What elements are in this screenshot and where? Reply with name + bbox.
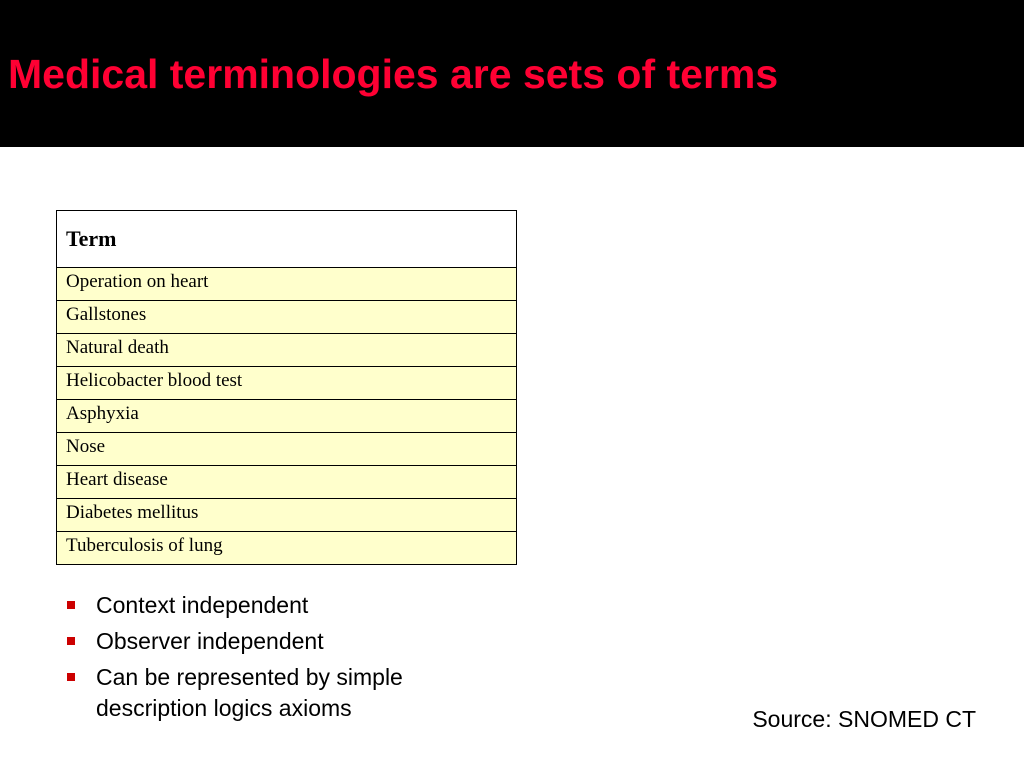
bullet-text: Can be represented by simple description logics axioms — [96, 664, 403, 721]
table-row — [57, 433, 517, 466]
terms-table — [56, 210, 517, 565]
bullet-text: Context independent — [96, 592, 309, 618]
term-cell: Gallstones — [57, 301, 517, 334]
column-header-term: Term — [57, 211, 517, 268]
bullet-item — [62, 662, 482, 724]
slide-title: Medical terminologies are sets of terms — [8, 51, 779, 97]
table-row — [57, 367, 517, 400]
bullet-list — [62, 590, 482, 729]
term-cell: Helicobacter blood test — [57, 367, 517, 400]
square-bullet-icon — [67, 601, 75, 609]
term-cell: Natural death — [57, 334, 517, 367]
bullet-text: Observer independent — [96, 628, 324, 654]
table-row — [57, 499, 517, 532]
source-note: Source: SNOMED CT — [752, 706, 976, 732]
bullet-item — [62, 590, 482, 621]
square-bullet-icon — [67, 637, 75, 645]
table-row — [57, 532, 517, 565]
table-header-row — [57, 211, 517, 268]
term-cell: Nose — [57, 433, 517, 466]
table-row — [57, 400, 517, 433]
bullet-item — [62, 626, 482, 657]
term-cell: Diabetes mellitus — [57, 499, 517, 532]
table-row — [57, 268, 517, 301]
term-cell: Tuberculosis of lung — [57, 532, 517, 565]
term-cell: Operation on heart — [57, 268, 517, 301]
term-cell: Heart disease — [57, 466, 517, 499]
table-row — [57, 301, 517, 334]
table-row — [57, 466, 517, 499]
table-row — [57, 334, 517, 367]
term-cell: Asphyxia — [57, 400, 517, 433]
square-bullet-icon — [67, 673, 75, 681]
title-bar — [0, 0, 1024, 147]
